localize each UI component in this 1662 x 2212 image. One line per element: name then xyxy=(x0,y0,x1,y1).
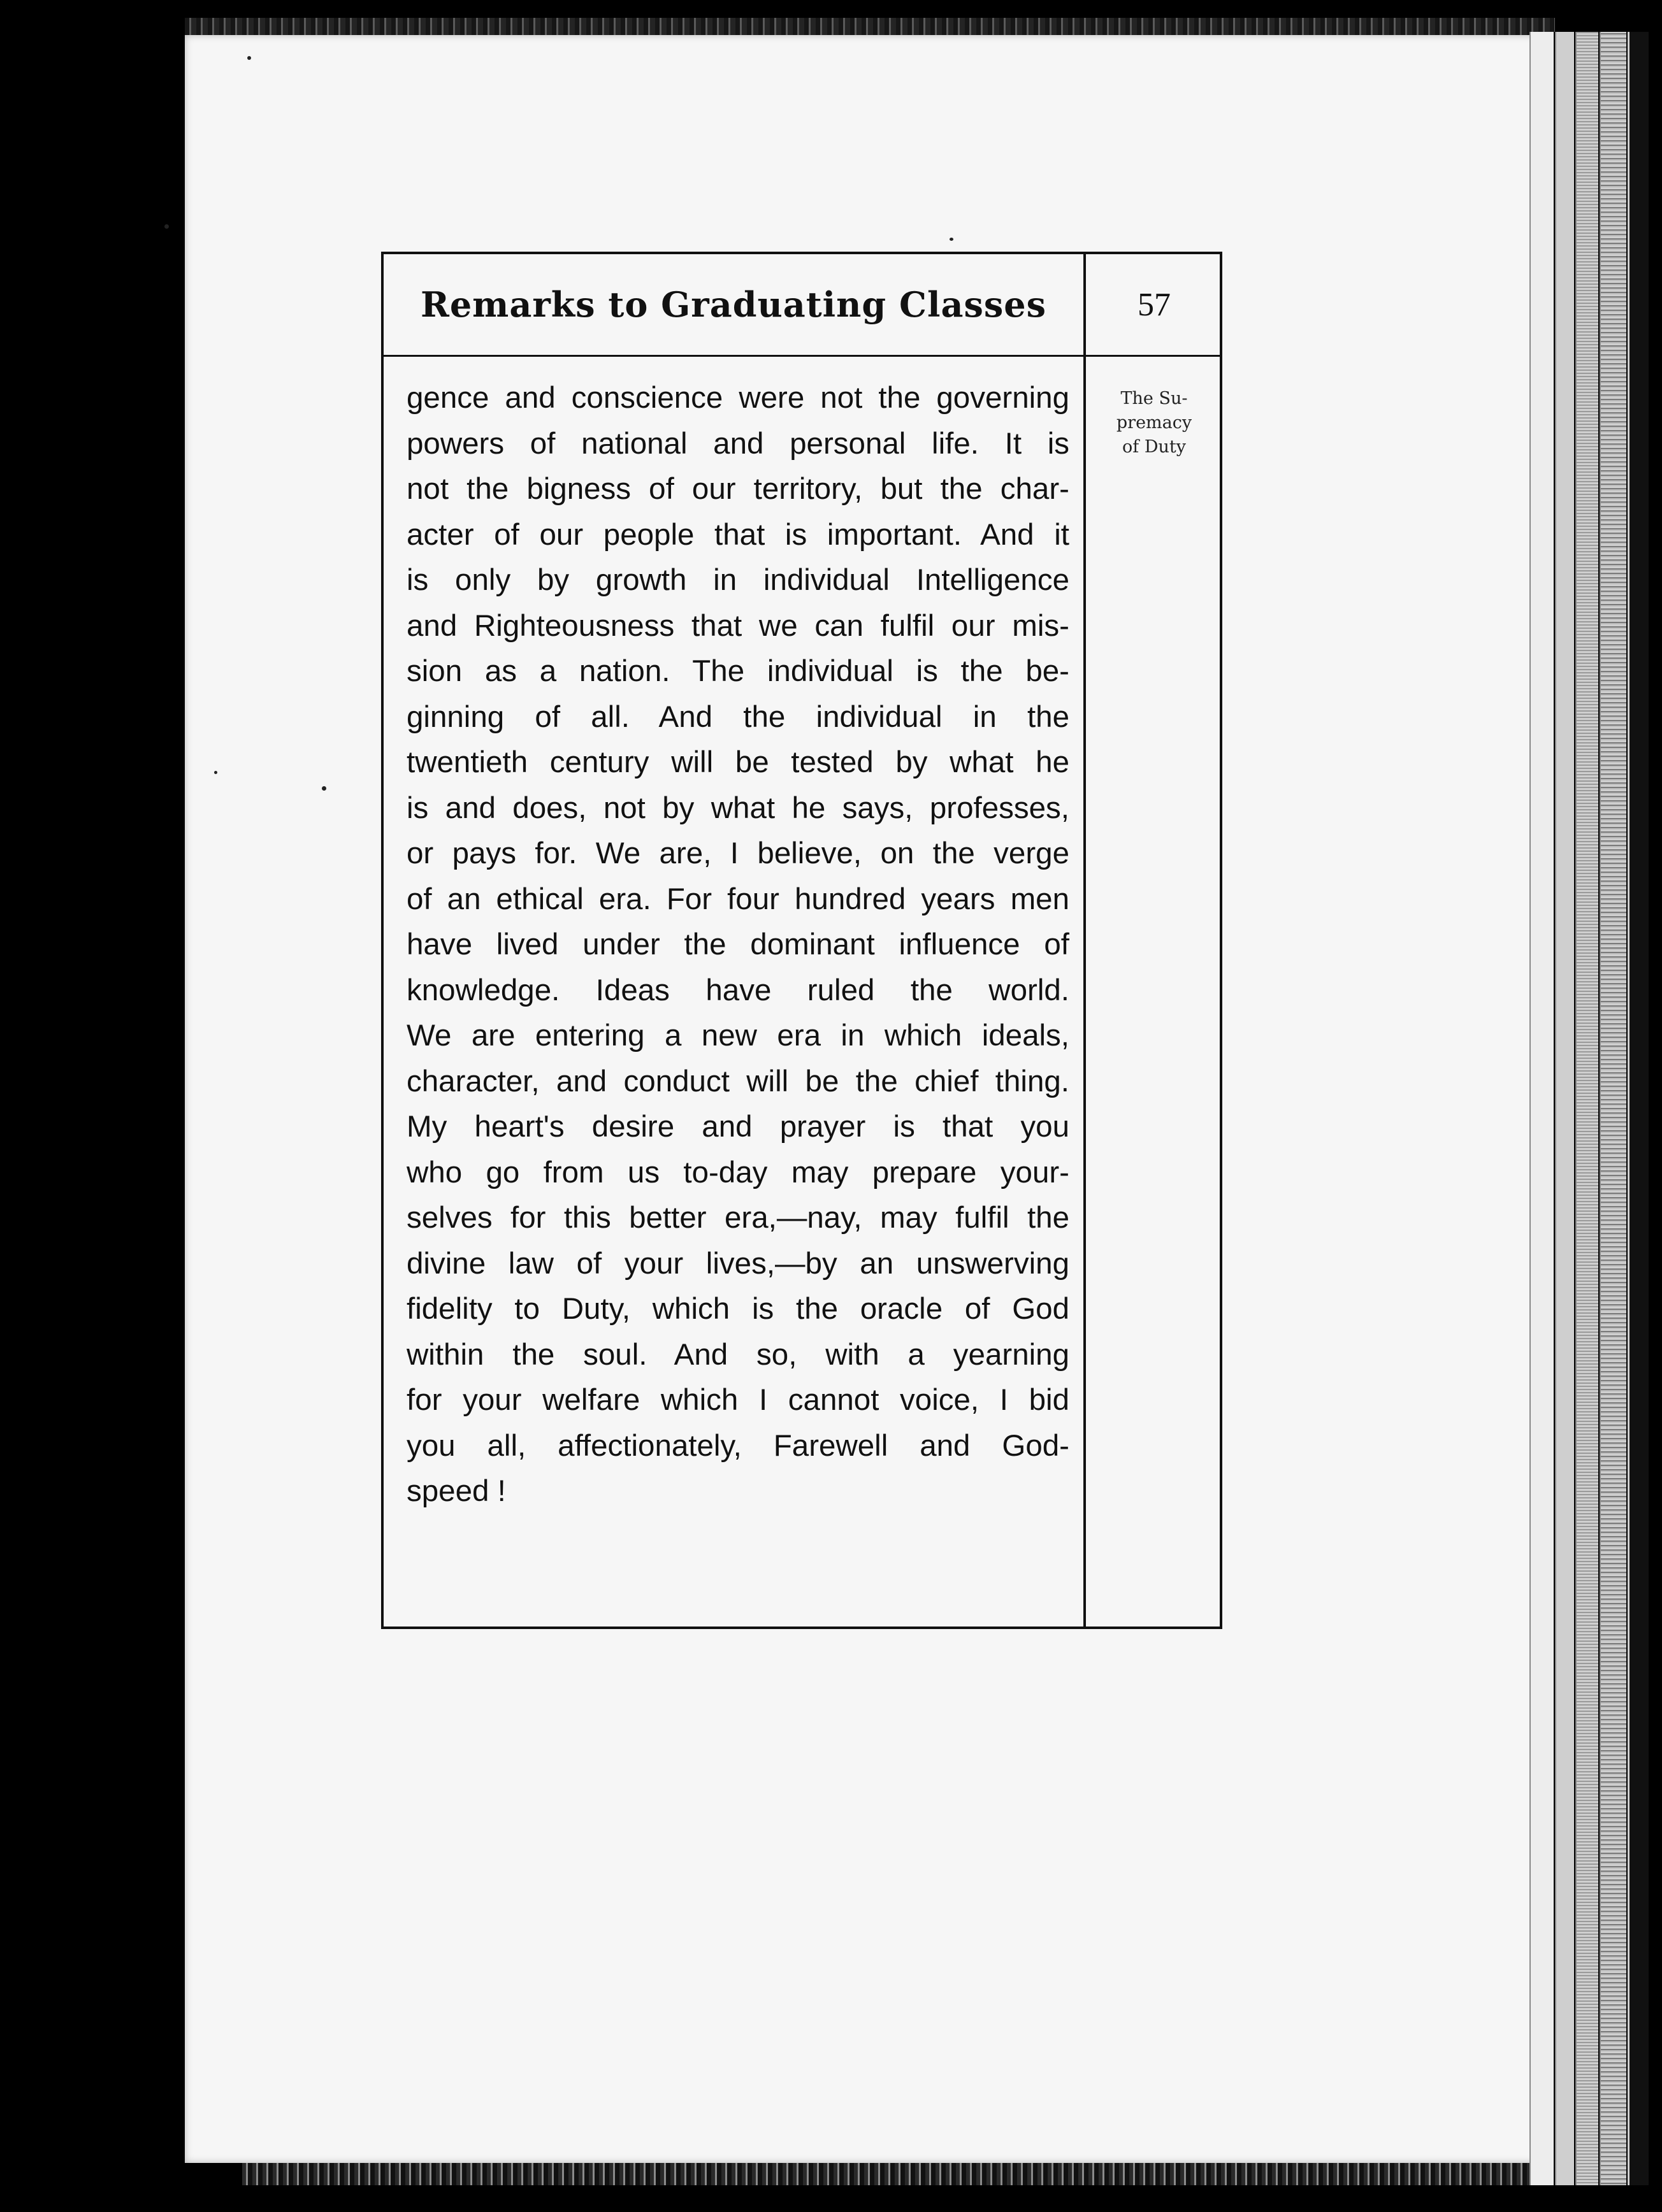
text-line: or pays for. We are, I believe, on the verge xyxy=(407,837,1069,870)
dust-speck xyxy=(247,56,251,60)
page-stack-edges xyxy=(1529,32,1662,2185)
text-line: of an ethical era. For four hundred years men xyxy=(407,882,1069,916)
text-line: is only by growth in individual Intelligence xyxy=(407,563,1069,597)
text-line: gence and conscience were not the governing xyxy=(407,381,1069,415)
dust-speck xyxy=(164,224,169,229)
text-line: who go from us to-day may prepare your- xyxy=(407,1155,1069,1189)
text-line: acter of our people that is important. And it xyxy=(407,517,1069,552)
text-line: divine law of your lives,—by an unswerving xyxy=(407,1246,1069,1281)
text-line: is and does, not by what he says, professes, xyxy=(407,791,1069,825)
margin-note xyxy=(1086,387,1222,459)
margin-note-line: premacy xyxy=(1116,413,1192,433)
text-line: twentieth century will be tested by what he xyxy=(407,745,1069,779)
text-line: within the soul. And so, with a yearning xyxy=(407,1337,1069,1372)
page-bottom-edge xyxy=(242,2163,1568,2185)
text-line: powers of national and personal life. It is xyxy=(407,426,1069,461)
dust-speck xyxy=(214,771,217,774)
dust-speck xyxy=(950,238,953,241)
text-line: fidelity to Duty, which is the oracle of God xyxy=(407,1292,1069,1326)
running-head: Remarks to Graduating Classes xyxy=(420,284,1047,325)
margin-note-line: The Su- xyxy=(1120,389,1188,408)
text-line: knowledge. Ideas have ruled the world. xyxy=(407,973,1069,1007)
text-frame xyxy=(381,252,1222,1629)
text-line: you all, affectionately, Farewell and God- xyxy=(407,1428,1069,1463)
page-number: 57 xyxy=(1138,286,1171,323)
text-line: have lived under the dominant influence of xyxy=(407,928,1069,961)
text-line: for your welfare which I cannot voice, I bid xyxy=(407,1383,1069,1417)
margin-note-line: of Duty xyxy=(1122,437,1186,457)
page-stack-sheet xyxy=(1600,32,1626,2185)
text-line: ginning of all. And the individual in the xyxy=(407,700,1069,734)
text-line: selves for this better era,—nay, may fulfil the xyxy=(407,1201,1069,1235)
text-line: We are entering a new era in which ideals, xyxy=(407,1019,1069,1052)
page-stack-sheet xyxy=(1628,32,1649,2185)
text-line: sion as a nation. The individual is the be- xyxy=(407,654,1069,688)
page-stack-sheet xyxy=(1575,32,1598,2185)
margin-rule xyxy=(1083,254,1086,1627)
text-line: speed ! xyxy=(407,1474,506,1508)
body-text xyxy=(407,375,1069,1514)
header-rule xyxy=(384,355,1220,357)
text-line: not the bigness of our territory, but the char- xyxy=(407,472,1069,506)
text-line: character, and conduct will be the chief thing. xyxy=(407,1064,1069,1098)
page-stack-sheet xyxy=(1555,32,1574,2185)
dust-speck xyxy=(322,786,326,791)
page-stack-sheet xyxy=(1529,32,1554,2185)
page-top-edge xyxy=(185,18,1555,37)
text-line: My heart's desire and prayer is that you xyxy=(407,1110,1069,1144)
scan-left-border xyxy=(0,0,185,2212)
text-line: and Righteousness that we can fulfil our mis- xyxy=(407,608,1069,643)
